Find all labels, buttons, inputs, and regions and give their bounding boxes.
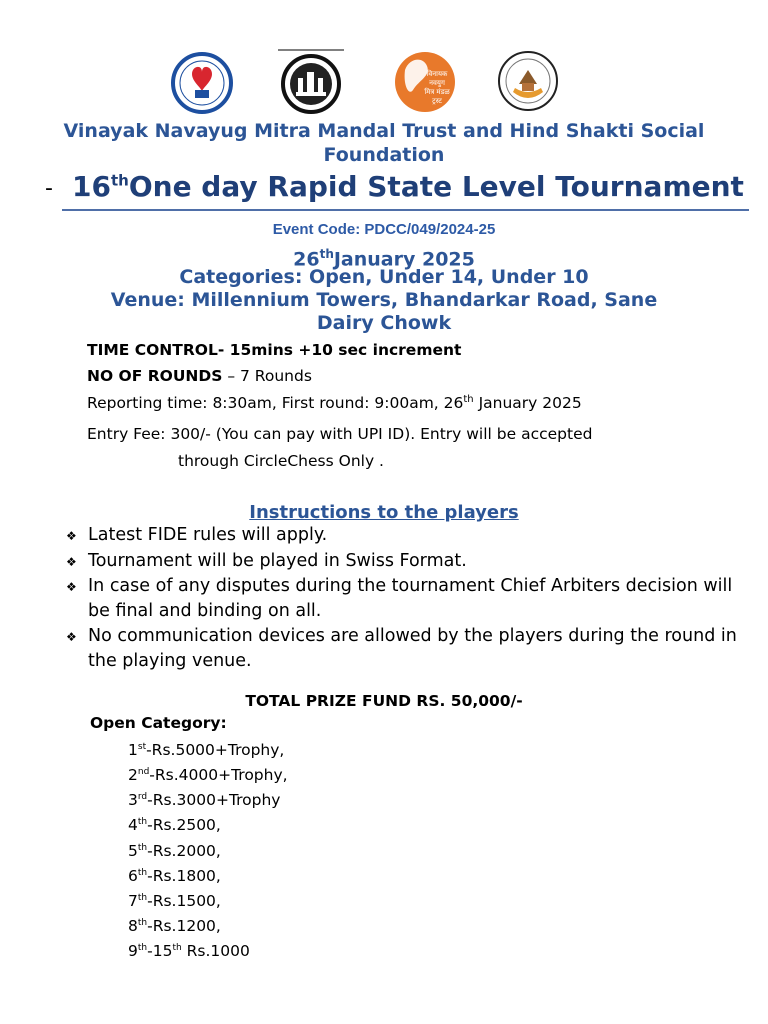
prize-amount: -Rs.3000+Trophy (147, 791, 281, 810)
entry-fee-line-2: through CircleChess Only . (178, 452, 384, 470)
svg-text:नवयुग: नवयुग (429, 79, 445, 87)
prize-amount: -Rs.2000, (147, 841, 221, 860)
svg-text:मित्र मंडळ: मित्र मंडळ (424, 88, 450, 96)
prize-position: 8 (128, 917, 138, 936)
instruction-item (66, 549, 756, 574)
venue (0, 289, 768, 335)
total-prize-fund: TOTAL PRIZE FUND RS. 50,000/- (245, 692, 523, 710)
organisation-line-2: Foundation (323, 144, 445, 166)
prize-position: 1 (128, 741, 138, 760)
prize-amount: -Rs.1500, (147, 892, 221, 911)
prize-position: 7 (128, 892, 138, 911)
prize-ordinal: th (137, 842, 148, 853)
bullet-icon: ❖ (66, 580, 77, 594)
title-underline (62, 209, 749, 211)
prize-item (128, 761, 288, 786)
instruction-text: Tournament will be played in Swiss Format. (88, 550, 467, 571)
svg-text:विनायक: विनायक (426, 70, 448, 78)
prize-item (128, 786, 288, 811)
title-ordinal: th (110, 171, 129, 190)
prize-position: 5 (128, 841, 138, 860)
prize-range-end: -15 (147, 942, 173, 961)
prize-position: 6 (128, 866, 138, 885)
venue-line-2: Dairy Chowk (316, 312, 452, 334)
instructions-heading: Instructions to the players (249, 502, 519, 523)
prize-item (128, 887, 288, 912)
prize-position: 9 (128, 942, 138, 961)
prize-position: 2 (128, 766, 138, 785)
prize-ordinal: st (137, 742, 147, 752)
instructions-list (66, 523, 756, 674)
entry-fee-line-1: Entry Fee: 300/- (You can pay with UPI ID). Entry will be accepted (87, 425, 593, 443)
prize-ordinal: rd (137, 792, 148, 803)
reporting-date: January 2025 (473, 394, 582, 413)
prize-position: 4 (128, 816, 138, 835)
reporting-text: Reporting time: 8:30am, First round: 9:00am, 26 (87, 394, 464, 413)
prize-ordinal-end: th (172, 943, 182, 954)
prize-position: 3 (128, 791, 138, 810)
rounds (87, 367, 312, 385)
event-code: Event Code: PDCC/049/2024-25 (272, 221, 496, 238)
logo-strip (0, 48, 768, 118)
prize-item (128, 736, 288, 761)
rounds-label: NO OF ROUNDS (87, 367, 223, 385)
prize-item (128, 811, 288, 836)
hind-shakti-foundation-logo (497, 50, 559, 112)
chess-association-logo (170, 52, 234, 114)
prize-item (128, 862, 288, 887)
categories: Categories: Open, Under 14, Under 10 (179, 266, 589, 288)
prize-list (128, 736, 288, 962)
date-day: 26 (293, 248, 320, 271)
rounds-value: – 7 Rounds (222, 367, 312, 385)
bullet-icon: ❖ (66, 554, 77, 569)
venue-line-1: Venue: Millennium Towers, Bhandarkar Road, Sane (110, 289, 658, 311)
prize-amount: -Rs.1200, (147, 917, 221, 936)
instruction-item (66, 624, 756, 673)
prize-amount: -Rs.5000+Trophy, (146, 741, 285, 760)
bullet-icon: ❖ (66, 630, 77, 644)
reporting-time (87, 394, 582, 412)
open-category-heading: Open Category: (90, 714, 227, 732)
instruction-item (66, 574, 756, 623)
instruction-text: In case of any disputes during the tournament Chief Arbiters decision will be final and binding on all. (88, 576, 733, 621)
tournament-title (72, 170, 744, 203)
prize-amount: -Rs.1800, (147, 866, 221, 885)
prize-ordinal: th (137, 817, 148, 828)
organisation-name (0, 119, 768, 167)
time-control (87, 341, 461, 359)
instruction-text: Latest FIDE rules will apply. (88, 525, 328, 545)
prize-amount: -Rs.2500, (147, 816, 221, 835)
prize-item (128, 912, 288, 937)
organisation-line-1: Vinayak Navayug Mitra Mandal Trust and Hind Shakti Social (63, 120, 705, 142)
date-ordinal: th (319, 247, 334, 261)
prize-item (128, 837, 288, 862)
reporting-ordinal: th (463, 394, 474, 405)
prize-amount: -Rs.4000+Trophy, (149, 766, 288, 785)
prize-ordinal: th (137, 892, 148, 903)
prize-ordinal: nd (137, 767, 150, 778)
bullet-icon: ❖ (66, 529, 77, 543)
instruction-text: No communication devices are allowed by the players during the round in the playing venue. (88, 626, 737, 671)
prize-amount: Rs.1000 (181, 942, 250, 961)
svg-text:ट्रस्ट: ट्रस्ट (432, 97, 442, 105)
title-text: One day Rapid State Level Tournament (128, 170, 744, 203)
prize-ordinal: th (137, 867, 148, 878)
title-dash: - (45, 176, 53, 201)
title-number: 16 (72, 170, 111, 203)
time-control-text: TIME CONTROL- 15mins +10 sec increment (87, 341, 462, 359)
instruction-item (66, 523, 756, 548)
vinayak-navayug-mitra-mandal-logo (393, 50, 457, 114)
prize-ordinal: th (137, 943, 148, 954)
prize-ordinal: th (137, 918, 148, 929)
date-month-year: January 2025 (333, 248, 475, 271)
district-chess-circle-logo (276, 48, 346, 116)
prize-item (128, 937, 288, 962)
